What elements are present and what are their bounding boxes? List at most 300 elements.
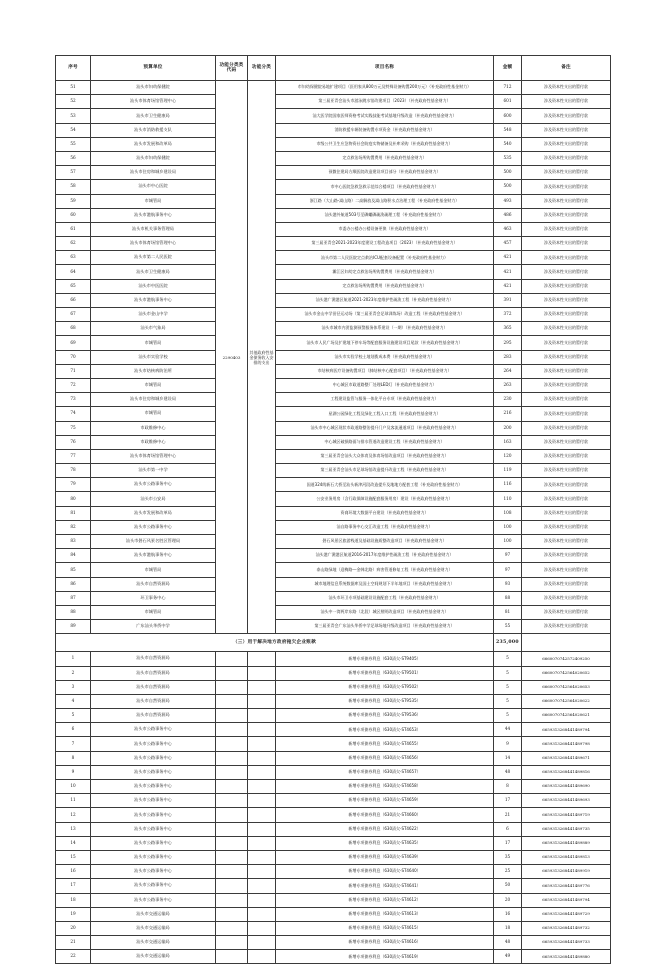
- cell-remark: 涉及资本性支出的暂付款: [522, 577, 611, 591]
- cell-sequence: 72: [56, 378, 91, 392]
- cell-budget-unit: 汕头市公路事务中心: [91, 520, 216, 534]
- cell-sequence: 89: [56, 620, 91, 634]
- cell-function-code: [216, 737, 248, 751]
- cell-budget-unit: 汕头市公路事务中心: [91, 780, 216, 794]
- cell-sequence: 59: [56, 194, 91, 208]
- cell-budget-unit: 汕头市住房和城乡建设局: [91, 166, 216, 180]
- table-row: [56, 194, 611, 208]
- cell-amount: 55: [494, 620, 522, 634]
- column-header-project: 项目名称: [276, 56, 494, 81]
- cell-project-name: 新增专项债券利息（630清欠-ST4640）: [276, 865, 494, 879]
- cell-budget-unit: 市城管局: [91, 605, 216, 619]
- cell-sequence: 51: [56, 81, 91, 95]
- cell-remark: 涉及资本性支出的暂付款: [522, 123, 611, 137]
- cell-project-name: 资商环境大数据平台建设（补充政府性基金财力）: [276, 506, 494, 520]
- cell-budget-unit: 汕头市自然资源局: [91, 709, 216, 723]
- section-header-row: [56, 634, 611, 652]
- cell-project-name: 礐石风景区旅游栈道及基础设施质整改造项目（补充政府性基金财力）: [276, 535, 494, 549]
- cell-budget-unit: 市城管局: [91, 563, 216, 577]
- cell-project-name: 第三届亚青会广东汕头华侨中学足球场地升级改造项目（补充政府性基金财力）: [276, 620, 494, 634]
- cell-amount: 421: [494, 251, 522, 265]
- cell-budget-unit: 市政维修中心: [91, 435, 216, 449]
- cell-sequence: 53: [56, 109, 91, 123]
- cell-sequence: 20: [56, 921, 91, 935]
- cell-remark: 6659313268441489794: [522, 723, 611, 737]
- table-row: [56, 279, 611, 293]
- cell-remark: 涉及资本性支出的暂付款: [522, 251, 611, 265]
- cell-amount: 25: [494, 865, 522, 879]
- cell-amount: 535: [494, 151, 522, 165]
- cell-function-code: [216, 822, 248, 836]
- cell-remark: 涉及资本性支出的暂付款: [522, 535, 611, 549]
- cell-amount: 283: [494, 350, 522, 364]
- cell-budget-unit: 汕头市公路事务中心: [91, 478, 216, 492]
- cell-budget-unit: 汕头市消防救援支队: [91, 123, 216, 137]
- cell-budget-unit: 汕头市中心医院: [91, 180, 216, 194]
- cell-amount: 6: [494, 822, 522, 836]
- header-row: [56, 56, 611, 81]
- cell-budget-unit: 汕头市公路事务中心: [91, 808, 216, 822]
- table-row: [56, 577, 611, 591]
- cell-amount: 200: [494, 421, 522, 435]
- cell-project-name: 定点救治场所购置费用（补充政府性基金财力）: [276, 151, 494, 165]
- cell-sequence: 6: [56, 723, 91, 737]
- table-row: [56, 563, 611, 577]
- cell-amount: 264: [494, 364, 522, 378]
- cell-sequence: 1: [56, 652, 91, 666]
- cell-amount: 163: [494, 435, 522, 449]
- cell-amount: 17: [494, 836, 522, 850]
- cell-amount: 44: [494, 723, 522, 737]
- cell-budget-unit: 汕头市自然资源局: [91, 680, 216, 694]
- cell-project-name: 新增专项债券利息（630清欠-ST4660）: [276, 808, 494, 822]
- table-row: [56, 680, 611, 694]
- cell-sequence: 68: [56, 322, 91, 336]
- table-row: [56, 865, 611, 879]
- cell-sequence: 9: [56, 765, 91, 779]
- cell-amount: 500: [494, 166, 522, 180]
- cell-sequence: 21: [56, 936, 91, 950]
- cell-amount: 49: [494, 950, 522, 964]
- cell-amount: 8: [494, 780, 522, 794]
- cell-function-class: 其他政府性基金债务收入安排的支出: [248, 81, 276, 634]
- cell-project-name: 新增专项债券利息（630清欠-ST4612）: [276, 893, 494, 907]
- table-row: [56, 879, 611, 893]
- cell-budget-unit: 汕头市住房和城乡建设局: [91, 393, 216, 407]
- table-row: [56, 293, 611, 307]
- cell-function-class: [248, 921, 276, 935]
- cell-remark: 6659313268441489889: [522, 836, 611, 850]
- cell-sequence: 66: [56, 293, 91, 307]
- cell-amount: 48: [494, 936, 522, 950]
- cell-project-name: 汕头港广澳港区航道2021-2023年度维护性疏浚工程（补充政府性基金财力）: [276, 293, 494, 307]
- cell-function-code: [216, 709, 248, 723]
- cell-amount: 540: [494, 137, 522, 151]
- cell-remark: 涉及资本性支出的暂付款: [522, 563, 611, 577]
- cell-project-name: 第三届亚青会汕头大众体育及体育场馆改造项目（补充政府性基金财力）: [276, 449, 494, 463]
- table-row: [56, 393, 611, 407]
- cell-sequence: 60: [56, 208, 91, 222]
- table-row: [56, 95, 611, 109]
- table-row: [56, 765, 611, 779]
- cell-amount: 97: [494, 563, 522, 577]
- cell-sequence: 55: [56, 137, 91, 151]
- cell-amount: 88: [494, 591, 522, 605]
- cell-budget-unit: 汕头市交通运输局: [91, 950, 216, 964]
- cell-budget-unit: 汕头市公路事务中心: [91, 879, 216, 893]
- cell-budget-unit: 市城管局: [91, 407, 216, 421]
- cell-sequence: 11: [56, 794, 91, 808]
- section-remark: [522, 634, 611, 652]
- cell-function-class: [248, 808, 276, 822]
- cell-budget-unit: 汕头市金山中学: [91, 308, 216, 322]
- cell-project-name: 新增专项债券利息（630清欠-ST4613）: [276, 907, 494, 921]
- cell-sequence: 3: [56, 680, 91, 694]
- cell-amount: 5: [494, 666, 522, 680]
- cell-sequence: 85: [56, 563, 91, 577]
- cell-remark: 6659313268441489880: [522, 950, 611, 964]
- table-row: [56, 492, 611, 506]
- cell-amount: 48: [494, 765, 522, 779]
- cell-budget-unit: 汕头市公路事务中心: [91, 794, 216, 808]
- cell-sequence: 65: [56, 279, 91, 293]
- cell-project-name: 新增专项债券利息（630清欠-ST4639）: [276, 850, 494, 864]
- table-row: [56, 936, 611, 950]
- cell-budget-unit: 汕头市气象局: [91, 322, 216, 336]
- cell-amount: 712: [494, 81, 522, 95]
- table-header: [56, 56, 611, 81]
- cell-sequence: 54: [56, 123, 91, 137]
- cell-sequence: 52: [56, 95, 91, 109]
- table-row: [56, 506, 611, 520]
- table-row: [56, 251, 611, 265]
- cell-budget-unit: 市城管局: [91, 194, 216, 208]
- cell-sequence: 10: [56, 780, 91, 794]
- cell-amount: 493: [494, 194, 522, 208]
- cell-sequence: 2: [56, 666, 91, 680]
- cell-remark: 6659313268441489729: [522, 907, 611, 921]
- cell-sequence: 69: [56, 336, 91, 350]
- cell-function-class: [248, 666, 276, 680]
- cell-sequence: 80: [56, 492, 91, 506]
- cell-function-code: [216, 836, 248, 850]
- table-row: [56, 336, 611, 350]
- cell-function-class: [248, 907, 276, 921]
- cell-project-name: 浙江路（大山路-嵩山路）二高解放及嵩山路积水点治理工程（补充政府性基金财力）: [276, 194, 494, 208]
- cell-budget-unit: 汕头市结核病防治所: [91, 364, 216, 378]
- cell-budget-unit: 汕头市交通运输局: [91, 921, 216, 935]
- cell-function-class: [248, 893, 276, 907]
- cell-budget-unit: 汕头市自然资源局: [91, 577, 216, 591]
- cell-function-class: [248, 850, 276, 864]
- column-header-remark: 备注: [522, 56, 611, 81]
- cell-sequence: 7: [56, 737, 91, 751]
- cell-sequence: 71: [56, 364, 91, 378]
- table-row: [56, 123, 611, 137]
- cell-remark: 涉及资本性支出的暂付款: [522, 308, 611, 322]
- cell-budget-unit: 汕头市交通运输局: [91, 936, 216, 950]
- cell-project-name: 新增专项债券利息（630清欠-ST4653）: [276, 723, 494, 737]
- cell-function-class: [248, 865, 276, 879]
- table-row: [56, 478, 611, 492]
- cell-function-code: [216, 879, 248, 893]
- cell-function-class: [248, 822, 276, 836]
- cell-project-name: 汕自路事务中心交汇改造工程（补充政府性基金财力）: [276, 520, 494, 534]
- cell-project-name: 汕头市实验学校土地划拨成本费（补充政府性基金财力）: [276, 350, 494, 364]
- cell-function-class: [248, 680, 276, 694]
- table-row: [56, 166, 611, 180]
- cell-sequence: 64: [56, 265, 91, 279]
- cell-project-name: 新增专项债券利息（630清欠-ST4615）: [276, 921, 494, 935]
- cell-remark: 涉及资本性支出的暂付款: [522, 137, 611, 151]
- cell-remark: 涉及资本性支出的暂付款: [522, 222, 611, 236]
- cell-remark: 6660070742572409250: [522, 652, 611, 666]
- cell-remark: 涉及资本性支出的暂付款: [522, 151, 611, 165]
- cell-function-class: [248, 751, 276, 765]
- cell-sequence: 78: [56, 464, 91, 478]
- cell-remark: 涉及资本性支出的暂付款: [522, 506, 611, 520]
- cell-function-code: [216, 893, 248, 907]
- cell-function-class: [248, 694, 276, 708]
- cell-function-class: [248, 794, 276, 808]
- cell-project-name: 定点救治场所购置费用（补充政府性基金财力）: [276, 279, 494, 293]
- cell-sequence: 12: [56, 808, 91, 822]
- cell-remark: 涉及资本性支出的暂付款: [522, 620, 611, 634]
- cell-project-name: 新增专项债券利息（630清欠-ST4622）: [276, 822, 494, 836]
- table-row: [56, 737, 611, 751]
- cell-budget-unit: 汕头市港航事务中心: [91, 549, 216, 563]
- cell-sequence: 17: [56, 879, 91, 893]
- table-body: [56, 81, 611, 964]
- cell-budget-unit: 汕头市公路事务中心: [91, 737, 216, 751]
- section-title: （三）用于解决地方政府拖欠企业账款: [56, 634, 494, 652]
- cell-amount: 100: [494, 520, 522, 534]
- cell-remark: 6659313268441489813: [522, 850, 611, 864]
- cell-remark: 涉及资本性支出的暂付款: [522, 591, 611, 605]
- cell-amount: 500: [494, 180, 522, 194]
- cell-amount: 463: [494, 222, 522, 236]
- cell-function-code: [216, 850, 248, 864]
- cell-remark: 6659313268441489690: [522, 780, 611, 794]
- cell-project-name: 工程建设监管与服务一体化平台专项（补充政府性基金财力）: [276, 393, 494, 407]
- cell-project-name: 新增专项债券利息（630清欠-ST4641）: [276, 879, 494, 893]
- table-row: [56, 666, 611, 680]
- cell-function-code: [216, 765, 248, 779]
- cell-budget-unit: 汕头市卫生健康局: [91, 265, 216, 279]
- cell-sequence: 67: [56, 308, 91, 322]
- cell-function-class: [248, 950, 276, 964]
- cell-project-name: 公安业务用房（含行政保障设施配套服务用房）建设（补充政府性基金财力）: [276, 492, 494, 506]
- cell-remark: 涉及资本性支出的暂付款: [522, 435, 611, 449]
- cell-sequence: 63: [56, 251, 91, 265]
- cell-amount: 486: [494, 208, 522, 222]
- cell-project-name: 市级公共卫生应急物资社会防疫实物储备及补库采购（补充政府性基金财力）: [276, 137, 494, 151]
- cell-amount: 295: [494, 336, 522, 350]
- cell-budget-unit: 汕头市卫生健康局: [91, 109, 216, 123]
- table-row: [56, 751, 611, 765]
- table-row: [56, 850, 611, 864]
- cell-sequence: 88: [56, 605, 91, 619]
- cell-project-name: 第三届亚青会汕头市游泳跳水馆改建项目（2023）（补充政府性基金财力）: [276, 95, 494, 109]
- cell-amount: 600: [494, 109, 522, 123]
- cell-function-class: [248, 879, 276, 893]
- cell-remark: 6659313268441489671: [522, 751, 611, 765]
- table-row: [56, 137, 611, 151]
- cell-budget-unit: 汕头市体育场馆管理中心: [91, 449, 216, 463]
- cell-function-code: [216, 865, 248, 879]
- cell-remark: 6659313268441489816: [522, 765, 611, 779]
- cell-remark: 涉及资本性支出的暂付款: [522, 393, 611, 407]
- cell-amount: 601: [494, 95, 522, 109]
- cell-amount: 421: [494, 265, 522, 279]
- table-row: [56, 151, 611, 165]
- cell-project-name: 市中心医院急救急救示范综合楼项目（补充政府性基金财力）: [276, 180, 494, 194]
- cell-function-code: [216, 666, 248, 680]
- table-row: [56, 694, 611, 708]
- cell-amount: 230: [494, 393, 522, 407]
- cell-function-class: [248, 723, 276, 737]
- cell-function-class: [248, 765, 276, 779]
- cell-function-code: [216, 921, 248, 935]
- table-row: [56, 407, 611, 421]
- cell-sequence: 57: [56, 166, 91, 180]
- cell-budget-unit: 汕头市公路事务中心: [91, 836, 216, 850]
- cell-remark: 6659313268441489776: [522, 879, 611, 893]
- table-row: [56, 723, 611, 737]
- table-row: [56, 591, 611, 605]
- cell-sequence: 16: [56, 865, 91, 879]
- cell-project-name: 新增专项债券利息（630清欠-ST4657）: [276, 765, 494, 779]
- cell-function-code: [216, 794, 248, 808]
- cell-remark: 涉及资本性支出的暂付款: [522, 194, 611, 208]
- table-row: [56, 620, 611, 634]
- cell-remark: 涉及资本性支出的暂付款: [522, 180, 611, 194]
- cell-project-name: 城市地理信息系统数据库及国土空间规划下半年地项目（补充政府性基金财力）: [276, 577, 494, 591]
- table-row: [56, 464, 611, 478]
- cell-remark: 涉及资本性支出的暂付款: [522, 166, 611, 180]
- table-row: [56, 605, 611, 619]
- table-row: [56, 265, 611, 279]
- cell-budget-unit: 汕头市港航事务中心: [91, 208, 216, 222]
- cell-project-name: 汕头港外航道503号至磷螺磷疏浚疏理工程（补充政府性基金财力）: [276, 208, 494, 222]
- cell-sequence: 61: [56, 222, 91, 236]
- cell-project-name: 新增专项债券利息（630清欠-ST9502）: [276, 680, 494, 694]
- cell-remark: 涉及资本性支出的暂付款: [522, 336, 611, 350]
- cell-sequence: 13: [56, 822, 91, 836]
- table-row: [56, 308, 611, 322]
- cell-project-name: 市委办公楼办公楼设备更换（补充政府性基金财力）: [276, 222, 494, 236]
- column-header-func: 功能分类: [248, 56, 276, 81]
- cell-sequence: 81: [56, 506, 91, 520]
- table-row: [56, 520, 611, 534]
- cell-project-name: 中心城区市政道路整厂处理LED灯（补充政府性基金财力）: [276, 378, 494, 392]
- table-row: [56, 364, 611, 378]
- table-row: [56, 893, 611, 907]
- cell-remark: 6659313268441489733: [522, 936, 611, 950]
- cell-budget-unit: 汕头市实验学校: [91, 350, 216, 364]
- cell-remark: 涉及资本性支出的暂付款: [522, 237, 611, 251]
- cell-project-name: 第三届亚青会汕头市足球场馆改造提升改造工程（补充政府性基金财力）: [276, 464, 494, 478]
- cell-remark: 涉及资本性支出的暂付款: [522, 407, 611, 421]
- cell-amount: 97: [494, 549, 522, 563]
- cell-sequence: 5: [56, 709, 91, 723]
- cell-amount: 372: [494, 308, 522, 322]
- cell-project-name: 新增专项债券利息（630清欠-ST9501）: [276, 666, 494, 680]
- table-row: [56, 535, 611, 549]
- cell-sequence: 83: [56, 535, 91, 549]
- cell-amount: 14: [494, 751, 522, 765]
- table-row: [56, 950, 611, 964]
- cell-sequence: 73: [56, 393, 91, 407]
- cell-budget-unit: 环卫事务中心: [91, 591, 216, 605]
- cell-budget-unit: 汕头市礐石风景名胜区管理局: [91, 535, 216, 549]
- cell-function-code: [216, 936, 248, 950]
- cell-remark: 涉及资本性支出的暂付款: [522, 421, 611, 435]
- cell-amount: 421: [494, 279, 522, 293]
- cell-budget-unit: 汕头市自然资源局: [91, 694, 216, 708]
- cell-sequence: 77: [56, 449, 91, 463]
- cell-amount: 93: [494, 577, 522, 591]
- cell-budget-unit: 汕头市中医医院: [91, 279, 216, 293]
- cell-function-code: [216, 950, 248, 964]
- cell-remark: 涉及资本性支出的暂付款: [522, 208, 611, 222]
- cell-amount: 263: [494, 378, 522, 392]
- cell-budget-unit: 汕头市第一中学: [91, 464, 216, 478]
- cell-amount: 35: [494, 850, 522, 864]
- cell-remark: 涉及资本性支出的暂付款: [522, 350, 611, 364]
- cell-function-code: [216, 751, 248, 765]
- cell-remark: 涉及资本性支出的暂付款: [522, 478, 611, 492]
- cell-remark: 6660070742564020652: [522, 666, 611, 680]
- table-row: [56, 836, 611, 850]
- cell-amount: 5: [494, 652, 522, 666]
- cell-project-name: 新增专项债券利息（630清欠-ST4658）: [276, 780, 494, 794]
- cell-function-class: [248, 836, 276, 850]
- cell-project-name: 汕头市城市内涝监测预警服务体系建设（一期）（补充政府性基金财力）: [276, 322, 494, 336]
- cell-function-code: [216, 808, 248, 822]
- cell-remark: 涉及资本性支出的暂付款: [522, 449, 611, 463]
- cell-budget-unit: 汕头市港航事务中心: [91, 293, 216, 307]
- table-row: [56, 822, 611, 836]
- cell-budget-unit: 汕头市交通运输局: [91, 907, 216, 921]
- table-row: [56, 222, 611, 236]
- cell-budget-unit: 市政维修中心: [91, 421, 216, 435]
- table-row: [56, 652, 611, 666]
- cell-project-name: 汕头市中心城区现状市政道路整治提升门户及客流通道项目（补充政府性基金财力）: [276, 421, 494, 435]
- cell-remark: 6659313268441489693: [522, 794, 611, 808]
- cell-amount: 5: [494, 709, 522, 723]
- cell-remark: 涉及资本性支出的暂付款: [522, 81, 611, 95]
- cell-remark: 涉及资本性支出的暂付款: [522, 520, 611, 534]
- cell-budget-unit: 市城管局: [91, 336, 216, 350]
- table-row: [56, 421, 611, 435]
- cell-project-name: 消防救援车辆装备购置专项资金（补充政府性基金财力）: [276, 123, 494, 137]
- cell-sequence: 82: [56, 520, 91, 534]
- cell-remark: 涉及资本性支出的暂付款: [522, 279, 611, 293]
- cell-amount: 457: [494, 237, 522, 251]
- cell-budget-unit: 汕头市公路事务中心: [91, 865, 216, 879]
- cell-remark: 6659313268441489919: [522, 865, 611, 879]
- table-row: [56, 350, 611, 364]
- cell-function-code: [216, 652, 248, 666]
- cell-amount: 391: [494, 293, 522, 307]
- cell-budget-unit: 汕头市公路事务中心: [91, 893, 216, 907]
- cell-function-code: [216, 907, 248, 921]
- cell-project-name: 新增专项债券利息（630清欠-ST4616）: [276, 936, 494, 950]
- cell-budget-unit: 汕头市机关事务管理局: [91, 222, 216, 236]
- cell-amount: 365: [494, 322, 522, 336]
- cell-sequence: 79: [56, 478, 91, 492]
